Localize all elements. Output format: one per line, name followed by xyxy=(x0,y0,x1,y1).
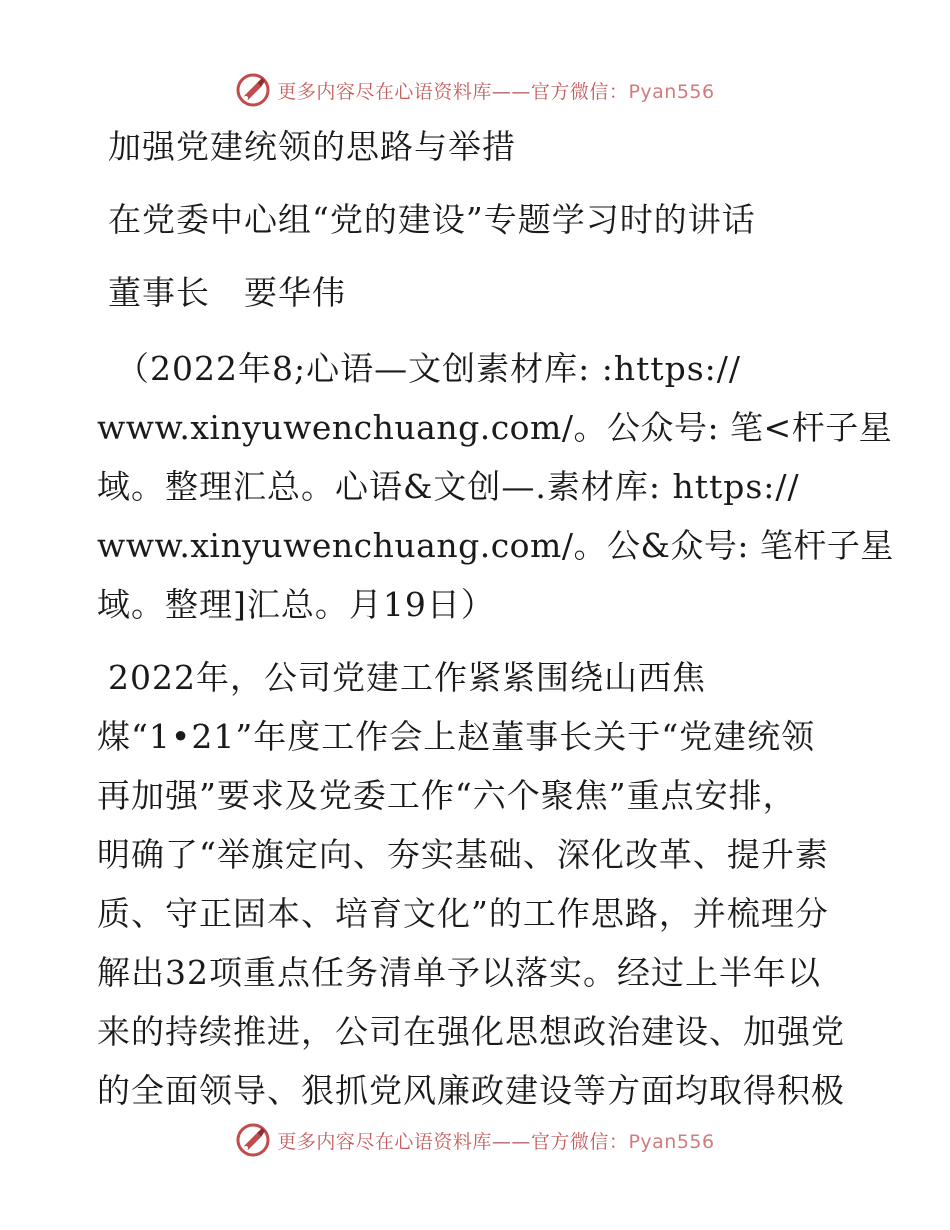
body-line: 煤“1•21”年度工作会上赵董事长关于“党建统领 xyxy=(97,717,816,756)
banner-main-text: 更多内容尽在心语资料库 xyxy=(277,1130,492,1153)
banner-wechat-label: 官方微信： xyxy=(530,1130,629,1153)
banner-separator: —— xyxy=(491,1130,531,1153)
body-line: 的全面领导、狠抓党风廉政建设等方面均取得积极 xyxy=(97,1071,845,1110)
brand-logo-icon xyxy=(235,1122,271,1158)
header-banner-text xyxy=(277,77,714,104)
body-line: 明确了“举旗定向、夯实基础、深化改革、提升素 xyxy=(97,835,829,874)
document-subtitle: 在党委中心组“党的建设”专题学习时的讲话 xyxy=(108,200,756,239)
banner-wechat-label: 官方微信： xyxy=(530,80,629,103)
banner-wechat-id: Pyan556 xyxy=(628,1130,715,1153)
body-line: 来的持续推进，公司在强化思想政治建设、加强党 xyxy=(97,1012,845,1051)
banner-separator: —— xyxy=(491,80,531,103)
footer-banner-text xyxy=(277,1127,714,1154)
body-line: 质、守正固本、培育文化”的工作思路，并梳理分 xyxy=(97,894,829,933)
note-line: 域。整理汇总。心语&文创—.素材库: https:// xyxy=(97,467,800,506)
body-line: 解出32项重点任务清单予以落实。经过上半年以 xyxy=(97,953,821,992)
brand-logo-icon xyxy=(235,72,271,108)
body-line: 2022年，公司党建工作紧紧围绕山西焦 xyxy=(108,658,706,697)
document-author: 董事长 要华伟 xyxy=(108,273,346,312)
body-line: 再加强”要求及党委工作“六个聚焦”重点安排， xyxy=(97,776,797,815)
note-line: www.xinyuwenchuang.com/。公&众号: 笔杆子星 xyxy=(97,526,894,565)
note-line: （2022年8;心语—文创素材库: :https:// xyxy=(116,349,742,388)
note-line: 域。整理]汇总。月19日） xyxy=(97,585,495,624)
document-title: 加强党建统领的思路与举措 xyxy=(108,127,516,166)
header-banner xyxy=(0,70,950,110)
banner-main-text: 更多内容尽在心语资料库 xyxy=(277,80,492,103)
banner-wechat-id: Pyan556 xyxy=(628,80,715,103)
note-line: www.xinyuwenchuang.com/。公众号: 笔<杆子星 xyxy=(97,408,893,447)
footer-banner xyxy=(0,1120,950,1160)
